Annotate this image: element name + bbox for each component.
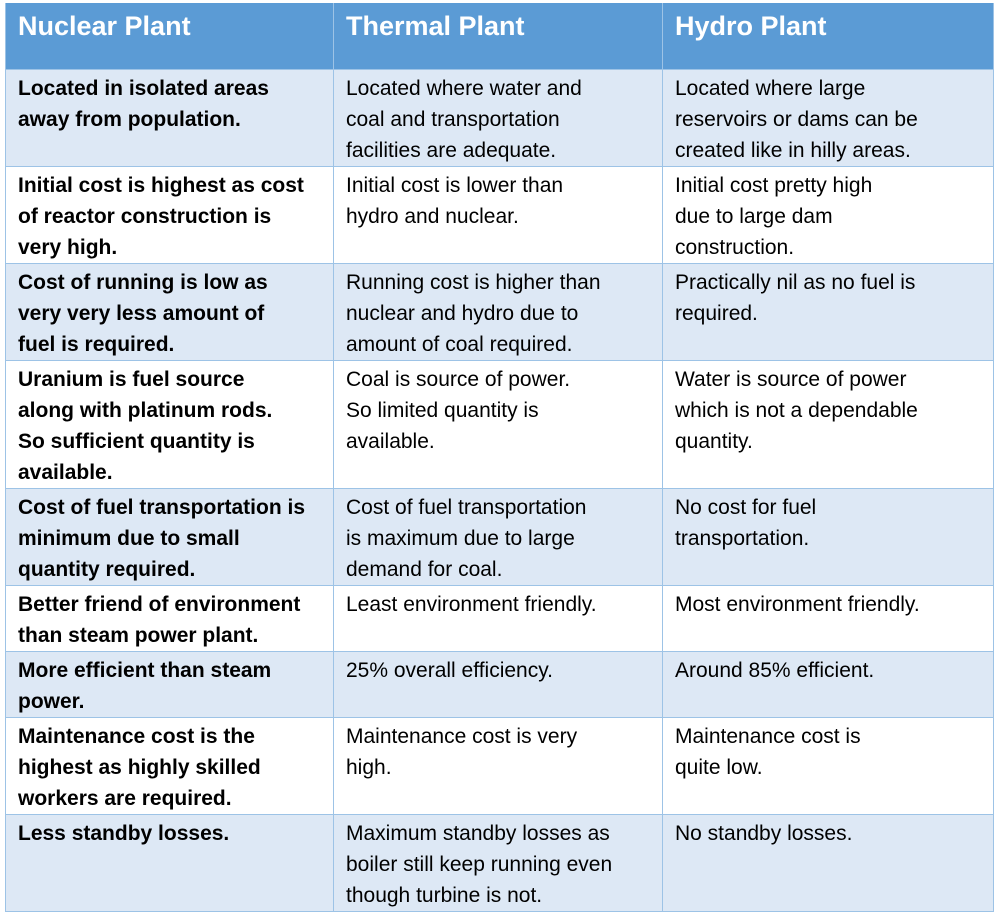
table-row: [6, 69, 994, 166]
cell-thermal: [334, 585, 663, 651]
cell-text: Maintenance cost is the: [18, 724, 255, 748]
cell-text: Maintenance cost is: [675, 724, 861, 748]
table-row: [6, 488, 994, 585]
cell-hydro: [663, 69, 994, 166]
table-row: [6, 360, 994, 488]
header-row: [6, 3, 994, 69]
cell-thermal: [334, 488, 663, 585]
cell-text: required.: [675, 301, 758, 325]
cell-nuclear: [6, 585, 334, 651]
cell-text: nuclear and hydro due to: [346, 301, 579, 325]
cell-hydro: [663, 585, 994, 651]
comparison-table: [5, 3, 994, 912]
cell-text: Coal is source of power.: [346, 367, 571, 391]
table-row: [6, 651, 994, 717]
cell-text: workers are required.: [18, 786, 232, 810]
cell-nuclear: [6, 263, 334, 360]
cell-text: Practically nil as no fuel is: [675, 270, 916, 294]
cell-text: amount of coal required.: [346, 332, 573, 356]
cell-text: available.: [346, 429, 435, 453]
cell-text: along with platinum rods.: [18, 398, 273, 422]
cell-nuclear: [6, 69, 334, 166]
cell-text: quantity.: [675, 429, 753, 453]
cell-text: Located in isolated areas: [18, 76, 269, 100]
cell-nuclear: [6, 166, 334, 263]
cell-text: away from population.: [18, 107, 241, 131]
cell-text: than steam power plant.: [18, 623, 259, 647]
cell-text: Least environment friendly.: [346, 592, 597, 616]
cell-text: Initial cost pretty high: [675, 173, 873, 197]
cell-text: of reactor construction is: [18, 204, 272, 228]
cell-thermal: [334, 717, 663, 814]
cell-text: Initial cost is highest as cost: [18, 173, 304, 197]
cell-thermal: [334, 651, 663, 717]
cell-text: Located where large: [675, 76, 866, 100]
cell-text: No standby losses.: [675, 821, 853, 845]
cell-text: high.: [346, 755, 392, 779]
cell-hydro: [663, 263, 994, 360]
cell-text: hydro and nuclear.: [346, 204, 519, 228]
cell-text: quantity required.: [18, 557, 196, 581]
cell-text: available.: [18, 460, 113, 484]
cell-nuclear: [6, 814, 334, 911]
cell-hydro: [663, 651, 994, 717]
cell-text: Maximum standby losses as: [346, 821, 610, 845]
header-thermal-plant: Thermal Plant: [334, 3, 663, 69]
cell-text: which is not a dependable: [675, 398, 918, 422]
cell-text: Around 85% efficient.: [675, 658, 875, 682]
cell-thermal: [334, 360, 663, 488]
cell-text: fuel is required.: [18, 332, 175, 356]
cell-hydro: [663, 814, 994, 911]
cell-text: Better friend of environment: [18, 592, 301, 616]
cell-text: So limited quantity is: [346, 398, 539, 422]
cell-text: Cost of running is low as: [18, 270, 268, 294]
cell-hydro: [663, 360, 994, 488]
cell-hydro: [663, 488, 994, 585]
cell-text: very very less amount of: [18, 301, 265, 325]
cell-text: Most environment friendly.: [675, 592, 920, 616]
cell-text: demand for coal.: [346, 557, 503, 581]
cell-text: reservoirs or dams can be: [675, 107, 918, 131]
cell-text: Less standby losses.: [18, 821, 230, 845]
cell-text: coal and transportation: [346, 107, 560, 131]
table-row: [6, 814, 994, 911]
cell-text: minimum due to small: [18, 526, 240, 550]
cell-text: No cost for fuel: [675, 495, 817, 519]
cell-text: though turbine is not.: [346, 883, 543, 907]
cell-thermal: [334, 166, 663, 263]
cell-text: Located where water and: [346, 76, 582, 100]
cell-text: More efficient than steam: [18, 658, 272, 682]
table-row: [6, 166, 994, 263]
cell-text: So sufficient quantity is: [18, 429, 255, 453]
header-hydro-plant: Hydro Plant: [663, 3, 994, 69]
cell-hydro: [663, 717, 994, 814]
cell-text: Uranium is fuel source: [18, 367, 245, 391]
cell-text: Water is source of power: [675, 367, 907, 391]
cell-text: construction.: [675, 235, 795, 259]
table-row: [6, 263, 994, 360]
cell-thermal: [334, 263, 663, 360]
header-nuclear-plant: Nuclear Plant: [6, 3, 334, 69]
cell-text: Cost of fuel transportation is: [18, 495, 306, 519]
cell-text: highest as highly skilled: [18, 755, 261, 779]
table-row: [6, 717, 994, 814]
cell-text: very high.: [18, 235, 118, 259]
cell-nuclear: [6, 488, 334, 585]
cell-hydro: [663, 166, 994, 263]
cell-text: transportation.: [675, 526, 810, 550]
cell-text: due to large dam: [675, 204, 833, 228]
cell-thermal: [334, 814, 663, 911]
cell-text: quite low.: [675, 755, 763, 779]
cell-text: facilities are adequate.: [346, 138, 557, 162]
cell-text: 25% overall efficiency.: [346, 658, 553, 682]
cell-thermal: [334, 69, 663, 166]
cell-text: power.: [18, 689, 85, 713]
cell-text: Initial cost is lower than: [346, 173, 564, 197]
cell-nuclear: [6, 651, 334, 717]
table-row: [6, 585, 994, 651]
cell-nuclear: [6, 717, 334, 814]
cell-text: Cost of fuel transportation: [346, 495, 587, 519]
cell-text: boiler still keep running even: [346, 852, 613, 876]
cell-text: Maintenance cost is very: [346, 724, 578, 748]
cell-text: Running cost is higher than: [346, 270, 601, 294]
cell-text: created like in hilly areas.: [675, 138, 911, 162]
cell-text: is maximum due to large: [346, 526, 575, 550]
cell-nuclear: [6, 360, 334, 488]
